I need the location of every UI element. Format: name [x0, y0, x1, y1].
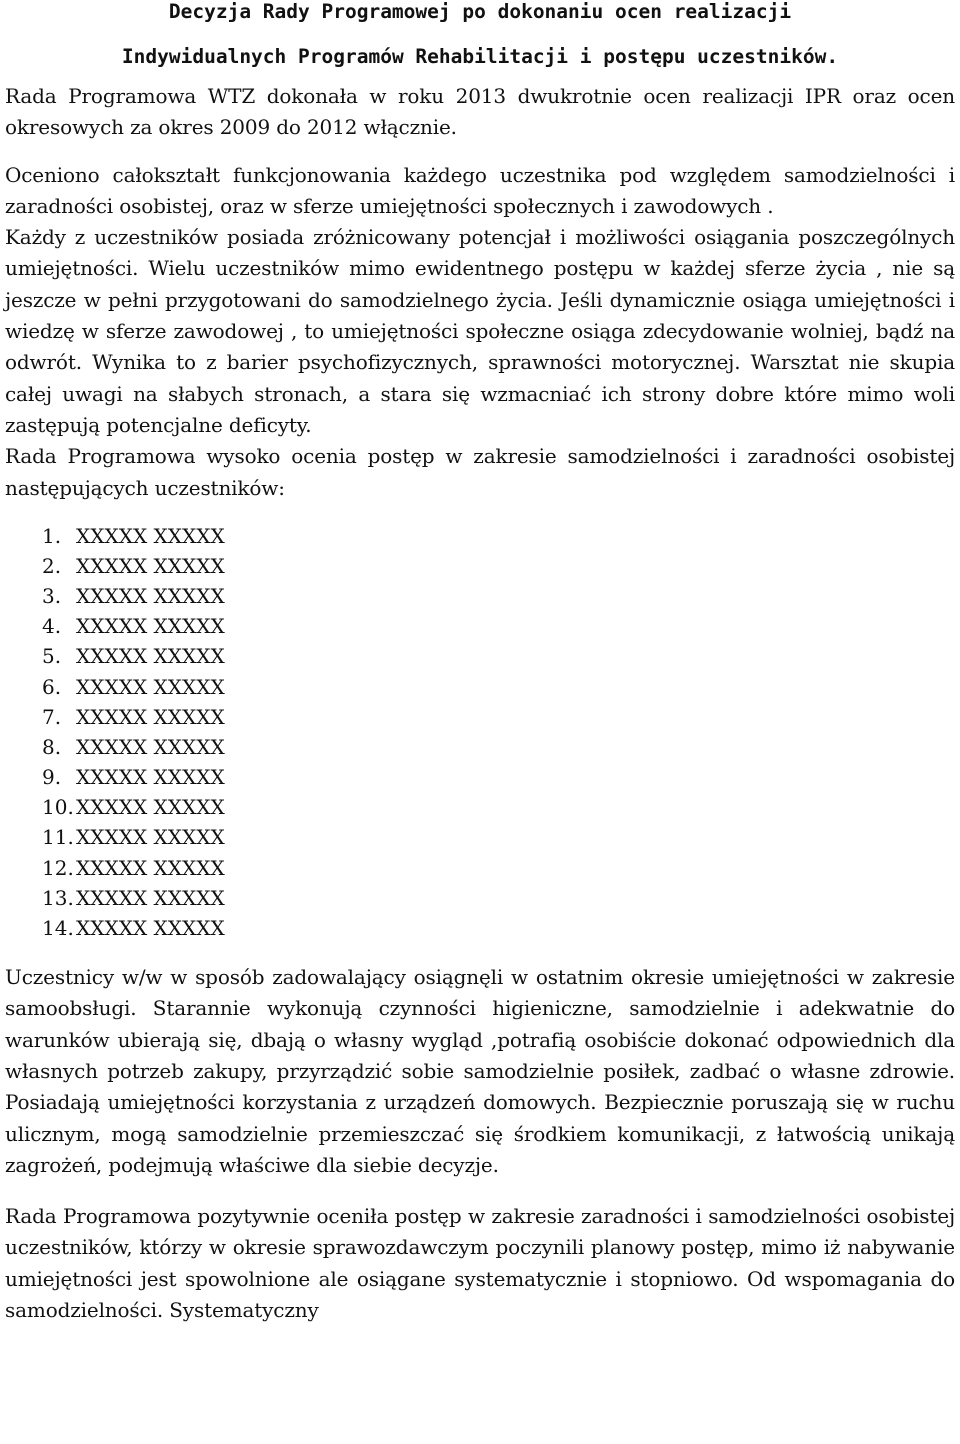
list-item-number: 5. — [42, 644, 62, 669]
paragraph-assessment: Oceniono całokształt funkcjonowania każdego uczestnika pod względem samodzielności i zaradności osobistej, oraz w sferze umiejętności społecznych i zawodowych . — [5, 162, 955, 218]
participant-name: XXXXX XXXXX — [76, 674, 225, 699]
participant-name: XXXXX XXXXX — [76, 825, 225, 850]
list-item — [42, 702, 955, 732]
paragraph-intro: Rada Programowa WTZ dokonała w roku 2013 dwukrotnie ocen realizacji IPR oraz ocen okresowych za okres 2009 do 2012 włącznie. — [5, 84, 955, 140]
list-item-number: 3. — [42, 584, 62, 609]
list-item-number: 14. — [42, 915, 74, 940]
list-item-number: 13. — [42, 885, 74, 910]
list-item-number: 6. — [42, 674, 62, 699]
list-item-number: 9. — [42, 765, 62, 790]
participant-name: XXXXX XXXXX — [76, 855, 225, 880]
list-item-number: 11. — [42, 825, 74, 850]
participant-name: XXXXX XXXXX — [76, 554, 225, 579]
participant-name: XXXXX XXXXX — [76, 523, 225, 548]
list-item-number: 7. — [42, 704, 62, 729]
list-item-number: 10. — [42, 795, 74, 820]
paragraph-self-service: Uczestnicy w/w w sposób zadowalający osiągnęli w ostatnim okresie umiejętności w zakresie samoobsługi. Starannie wykonują czynności higieniczne, samodzielnie i adekwatnie do warunków ubierają się, dbają o własny wygląd ,potrafią osobiście dokonać odpowiednich dla własnych potrzeb zakupy, przyrządzić sobie samodzielnie posiłek, zadbać o własne zdrowie. Posiadają umiejętności korzystania z urządzeń domowych. Bezpiecznie poruszają się w ruchu ulicznym, mogą samodzielnie przemieszczać się środkiem komunikacji, z łatwością unikają zagrożeń, podejmują właściwe dla siebie decyzje. — [5, 965, 955, 1177]
paragraph-positive-rating: Rada Programowa pozytywnie oceniła postęp w zakresie zaradności i samodzielności osobistej uczestników, którzy w okresie sprawozdawczym poczynili planowy postęp, mimo iż nabywanie umiejętności jest spowolnione ale osiągane systematycznie i stopniowo. Od wspomagania do samodzielności. Systematyczny — [5, 1204, 955, 1323]
paragraph-potential: Każdy z uczestników posiada zróżnicowany potencjał i możliwości osiągania poszczególnych umiejętności. Wielu uczestników mimo ewidentnego postępu w każdej sferze życia , nie są jeszcze w pełni przygotowani do samodzielnego życia. Jeśli dynamicznie osiąga umiejętności i wiedzę w sferze zawodowej , to umiejętności społeczne osiąga zdecydowanie wolniej, bądź na odwrót. Wynika to z barier psychofizycznych, sprawności motorycznej. Warsztat nie skupia całej uwagi na słabych stronach, a stara się wzmacniać ich strony dobre które mimo woli zastępują potencjalne deficyty. — [5, 225, 955, 437]
participant-name: XXXXX XXXXX — [76, 644, 225, 669]
participant-name: XXXXX XXXXX — [76, 765, 225, 790]
participant-name: XXXXX XXXXX — [76, 704, 225, 729]
list-item — [42, 762, 955, 792]
list-item-number: 4. — [42, 614, 62, 639]
participant-name: XXXXX XXXXX — [76, 614, 225, 639]
participant-name: XXXXX XXXXX — [76, 734, 225, 759]
list-item — [42, 521, 955, 551]
participant-name: XXXXX XXXXX — [76, 584, 225, 609]
list-item — [42, 611, 955, 641]
participant-name: XXXXX XXXXX — [76, 915, 225, 940]
list-item-number: 2. — [42, 554, 62, 579]
participant-name: XXXXX XXXXX — [76, 885, 225, 910]
list-item — [42, 913, 955, 943]
list-item — [42, 581, 955, 611]
list-item — [42, 853, 955, 883]
list-item — [42, 672, 955, 702]
list-item-number: 1. — [42, 523, 62, 548]
document-title-line1: Decyzja Rady Programowej po dokonaniu ocen realizacji — [168, 0, 792, 23]
document-page — [5, 0, 955, 1326]
paragraph-high-rating: Rada Programowa wysoko ocenia postęp w zakresie samodzielności i zaradności osobistej następujących uczestników: — [5, 444, 955, 500]
list-item — [42, 792, 955, 822]
list-item — [42, 822, 955, 852]
list-item — [42, 551, 955, 581]
list-item — [42, 732, 955, 762]
list-item-number: 12. — [42, 855, 74, 880]
participant-list — [42, 521, 955, 943]
document-title-line2: Indywidualnych Programów Rehabilitacji i postępu uczestników. — [121, 45, 839, 68]
participant-name: XXXXX XXXXX — [76, 795, 225, 820]
list-item-number: 8. — [42, 734, 62, 759]
list-item — [42, 883, 955, 913]
list-item — [42, 641, 955, 671]
